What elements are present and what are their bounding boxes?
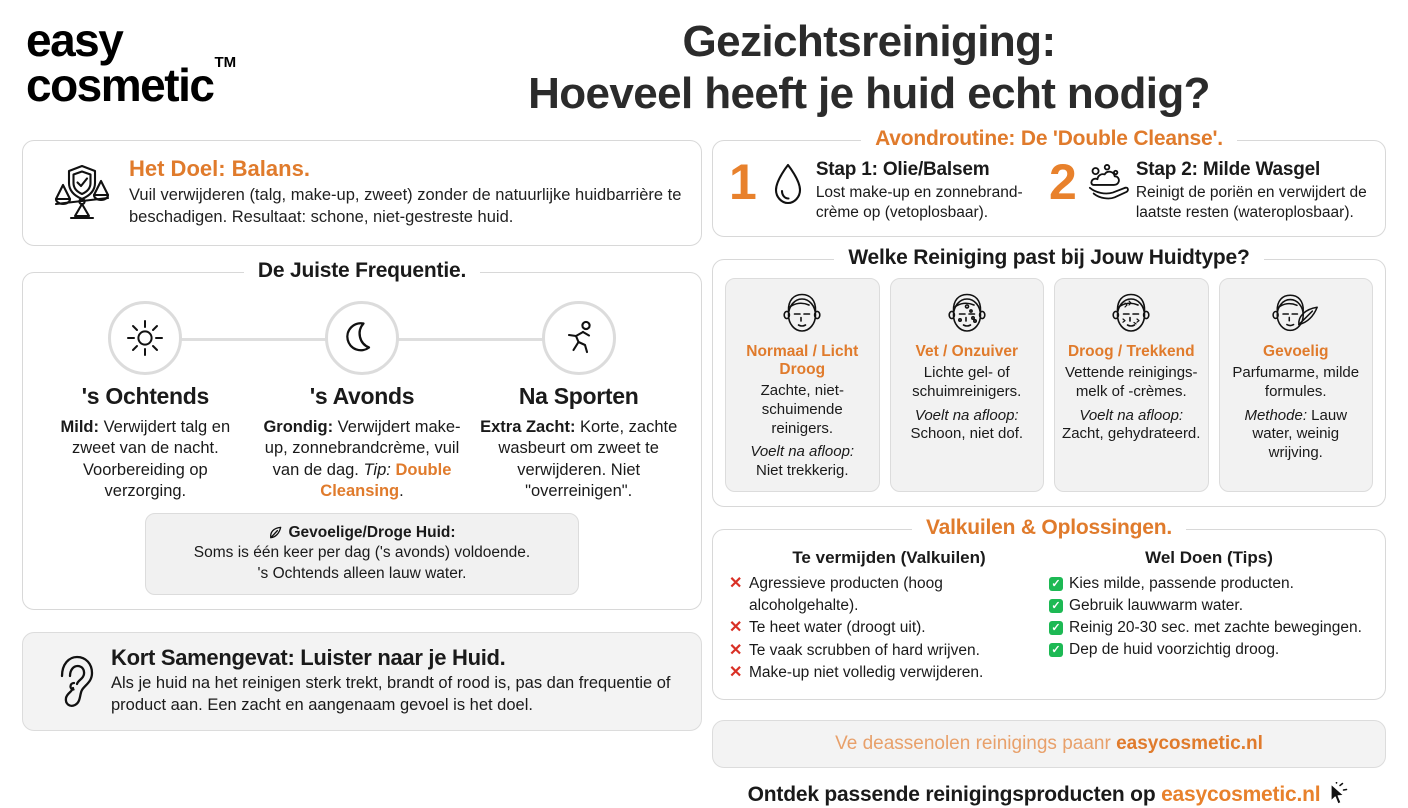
- pitfalls-avoid-column: [729, 548, 1049, 685]
- step-title: Stap 2: Milde Wasgel: [1135, 159, 1321, 180]
- moon-icon: [325, 301, 399, 375]
- skin-type-body: Lichte gel- of schuimreinigers.: [912, 364, 1022, 400]
- footer-value: Schoon, niet dof.: [910, 425, 1024, 443]
- list-item-label: Reinig 20-30 sec. met zachte bewegingen.: [1069, 618, 1362, 636]
- summary-title: Kort Samengevat: Luister naar je Huid.: [111, 645, 506, 671]
- frequency-title: 's Avonds: [309, 383, 415, 409]
- frequency-item-morning: [37, 383, 254, 503]
- sensitive-skin-note: [145, 513, 579, 595]
- sun-icon: [108, 301, 182, 375]
- footer-value: Zacht, gehydrateerd.: [1062, 425, 1201, 443]
- double-cleanse-card: [712, 140, 1386, 237]
- tips-title: Wel Doen (Tips): [1145, 547, 1273, 567]
- pitfalls-card: [712, 529, 1386, 700]
- skin-type-dry: [1054, 278, 1209, 492]
- frequency-tip-label: Tip:: [363, 460, 391, 479]
- check-icon: ✓: [1049, 595, 1069, 613]
- list-item: [1049, 573, 1369, 595]
- skin-type-body: Vettende reinigings-melk of -crèmes.: [1064, 364, 1198, 400]
- step-body: Lost make-up en zonnebrand-crème op (vetoplosbaar).: [815, 184, 1023, 221]
- cta-final-text: Ontdek passende reinigingsproducten op easycosmetic.nl: [747, 782, 1321, 806]
- check-icon: ✓: [1049, 573, 1069, 591]
- skin-type-title: Vet / Onzuiver: [915, 343, 1018, 361]
- page-title: [360, 16, 1378, 120]
- list-item-label: Gebruik lauwwarm water.: [1069, 596, 1244, 614]
- step-number: 1: [729, 154, 757, 210]
- list-item: [729, 640, 1049, 663]
- frequency-card: [22, 272, 702, 610]
- frequency-body: [476, 417, 681, 503]
- cursor-click-icon: [1326, 782, 1350, 808]
- avoid-title: Te vermijden (Valkuilen): [792, 547, 986, 567]
- trademark-mark: TM: [214, 53, 237, 71]
- list-item: [1049, 595, 1369, 617]
- cleanse-step-2: [1049, 154, 1369, 222]
- foam-hand-icon: [1086, 159, 1130, 204]
- logo-line-2: cosmetic: [26, 59, 214, 112]
- logo-line-1: easy: [26, 14, 123, 66]
- cta-banner-text: [835, 733, 1263, 755]
- left-column: [22, 140, 702, 731]
- goal-title: Het Doel: Balans.: [129, 156, 310, 182]
- ear-icon: [39, 652, 111, 710]
- footer-label: Methode:: [1244, 406, 1307, 424]
- cross-icon: ✕: [729, 664, 743, 682]
- skin-type-footer: [1226, 407, 1367, 463]
- cross-icon: ✕: [729, 574, 743, 592]
- skin-types-card: [712, 259, 1386, 507]
- skin-types-heading: Welke Reiniging past bij Jouw Huidtype?: [712, 246, 1386, 270]
- frequency-title: 's Ochtends: [81, 383, 210, 409]
- face-sensitive-icon: [1226, 289, 1367, 339]
- cross-icon: ✕: [729, 618, 743, 636]
- skin-type-sensitive: [1219, 278, 1374, 492]
- face-dry-icon: [1061, 289, 1202, 339]
- list-item: [1049, 639, 1369, 661]
- skin-type-title: Droog / Trekkend: [1067, 343, 1195, 361]
- skin-type-title: Normaal / Licht Droog: [746, 343, 859, 379]
- frequency-lead: Extra Zacht:: [480, 418, 576, 436]
- list-item-label: Dep de huid voorzichtig droog.: [1069, 640, 1280, 658]
- cross-icon: ✕: [729, 641, 743, 659]
- note-line-2: 's Ochtends alleen lauw water.: [257, 564, 467, 582]
- brand-logo: [26, 14, 237, 112]
- footer-label: Voelt na afloop:: [1079, 406, 1184, 424]
- list-item-label: Kies milde, passende producten.: [1069, 574, 1294, 592]
- leaf-icon: [268, 525, 283, 540]
- goal-body: Vuil verwijderen (talg, make-up, zweet) zonder de natuurlijke huidbarrière te beschadigen. Resultaat: schone, niet-gestreste huid.: [129, 186, 682, 226]
- footer-label: Voelt na afloop:: [750, 443, 855, 461]
- frequency-item-evening: [254, 383, 471, 503]
- frequency-lead: Mild:: [60, 418, 99, 436]
- frequency-text: Korte, zachte wasbeurt om zweet te verwijderen. Niet "overreinigen".: [498, 418, 678, 501]
- skin-type-body: Parfumarme, milde formules.: [1232, 364, 1360, 400]
- droplet-icon: [766, 159, 810, 208]
- cta-banner-lead: Ve deassenolen reinigings paanr: [835, 732, 1117, 754]
- list-item: [729, 617, 1049, 640]
- footer-label: Voelt na afloop:: [914, 406, 1019, 424]
- frequency-title: Na Sporten: [518, 383, 639, 409]
- frequency-tip-value: Double Cleansing: [320, 460, 452, 501]
- list-item: [729, 573, 1049, 617]
- cta-banner-brand: easycosmetic.nl: [1116, 732, 1263, 754]
- footer-value: Lauw water, weinig wrijving.: [1252, 406, 1348, 462]
- step-title: Stap 1: Olie/Balsem: [815, 159, 990, 180]
- skin-type-normal: [725, 278, 880, 492]
- check-icon: ✓: [1049, 617, 1069, 635]
- list-item: [1049, 617, 1369, 639]
- footer-value: Niet trekkerig.: [755, 462, 849, 480]
- list-item-label: Agressieve producten (hoog alcoholgehalte).: [749, 574, 943, 614]
- frequency-item-sport: [470, 383, 687, 503]
- pitfalls-tips-column: [1049, 548, 1369, 685]
- skin-type-footer: [732, 443, 873, 481]
- skin-type-oily: [890, 278, 1045, 492]
- note-title: Gevoelige/Droge Huid:: [288, 523, 456, 541]
- frequency-body: [43, 417, 248, 503]
- frequency-heading: De Juiste Frequentie.: [22, 259, 702, 283]
- list-item: [729, 662, 1049, 685]
- frequency-icon-row: [37, 299, 687, 377]
- double-cleanse-heading: Avondroutine: De 'Double Cleanse'.: [712, 127, 1386, 151]
- title-line-1: Gezichtsreiniging:: [682, 17, 1056, 66]
- cta-final-brand: easycosmetic.nl: [1161, 782, 1321, 806]
- note-line-1: Soms is één keer per dag ('s avonds) voldoende.: [193, 544, 531, 562]
- running-icon: [542, 301, 616, 375]
- check-icon: ✓: [1049, 639, 1069, 657]
- summary-body: Als je huid na het reinigen sterk trekt, brandt of rood is, pas dan frequentie of product aan. Een zacht en aangenaam gevoel is het doel.: [111, 674, 671, 714]
- skin-type-footer: [897, 407, 1038, 445]
- frequency-text: Verwijdert make-up, zonnebrandcrème, vuil van de dag.: [264, 418, 461, 479]
- frequency-text: Verwijdert talg en zweet van de nacht. Voorbereiding op verzorging.: [71, 418, 231, 501]
- frequency-body: Grondig: Verwijdert make-up, zonnebrandcrème, vuil van de dag. Tip: Double Cleansing.: [263, 418, 461, 501]
- list-item-label: Te vaak scrubben of hard wrijven.: [749, 641, 980, 659]
- face-normal-icon: [732, 289, 873, 339]
- step-number: 2: [1049, 154, 1077, 210]
- goal-card: [22, 140, 702, 246]
- list-item-label: Te heet water (droogt uit).: [749, 618, 926, 636]
- skin-type-body: Zachte, niet-schuimende reinigers.: [760, 382, 844, 437]
- skin-type-footer: [1061, 407, 1202, 445]
- frequency-columns: [37, 383, 687, 503]
- header: [0, 0, 1408, 140]
- title-line-2: Hoeveel heeft je huid echt nodig?: [528, 68, 1210, 118]
- face-oily-icon: [897, 289, 1038, 339]
- skin-type-title: Gevoelig: [1263, 343, 1329, 361]
- list-item-label: Make-up niet volledig verwijderen.: [749, 664, 984, 682]
- note-heading: [156, 523, 568, 543]
- frequency-lead: Grondig:: [263, 418, 334, 436]
- balance-shield-icon: [43, 163, 121, 221]
- summary-card: [22, 632, 702, 731]
- cta-banner[interactable]: [712, 720, 1386, 768]
- pitfalls-heading: Valkuilen & Oplossingen.: [712, 516, 1386, 540]
- step-body: Reinigt de poriën en verwijdert de laatste resten (wateroplosbaar).: [1135, 184, 1367, 221]
- right-column: [712, 127, 1386, 808]
- cleanse-step-1: [729, 154, 1049, 222]
- cta-final-line[interactable]: [712, 782, 1386, 808]
